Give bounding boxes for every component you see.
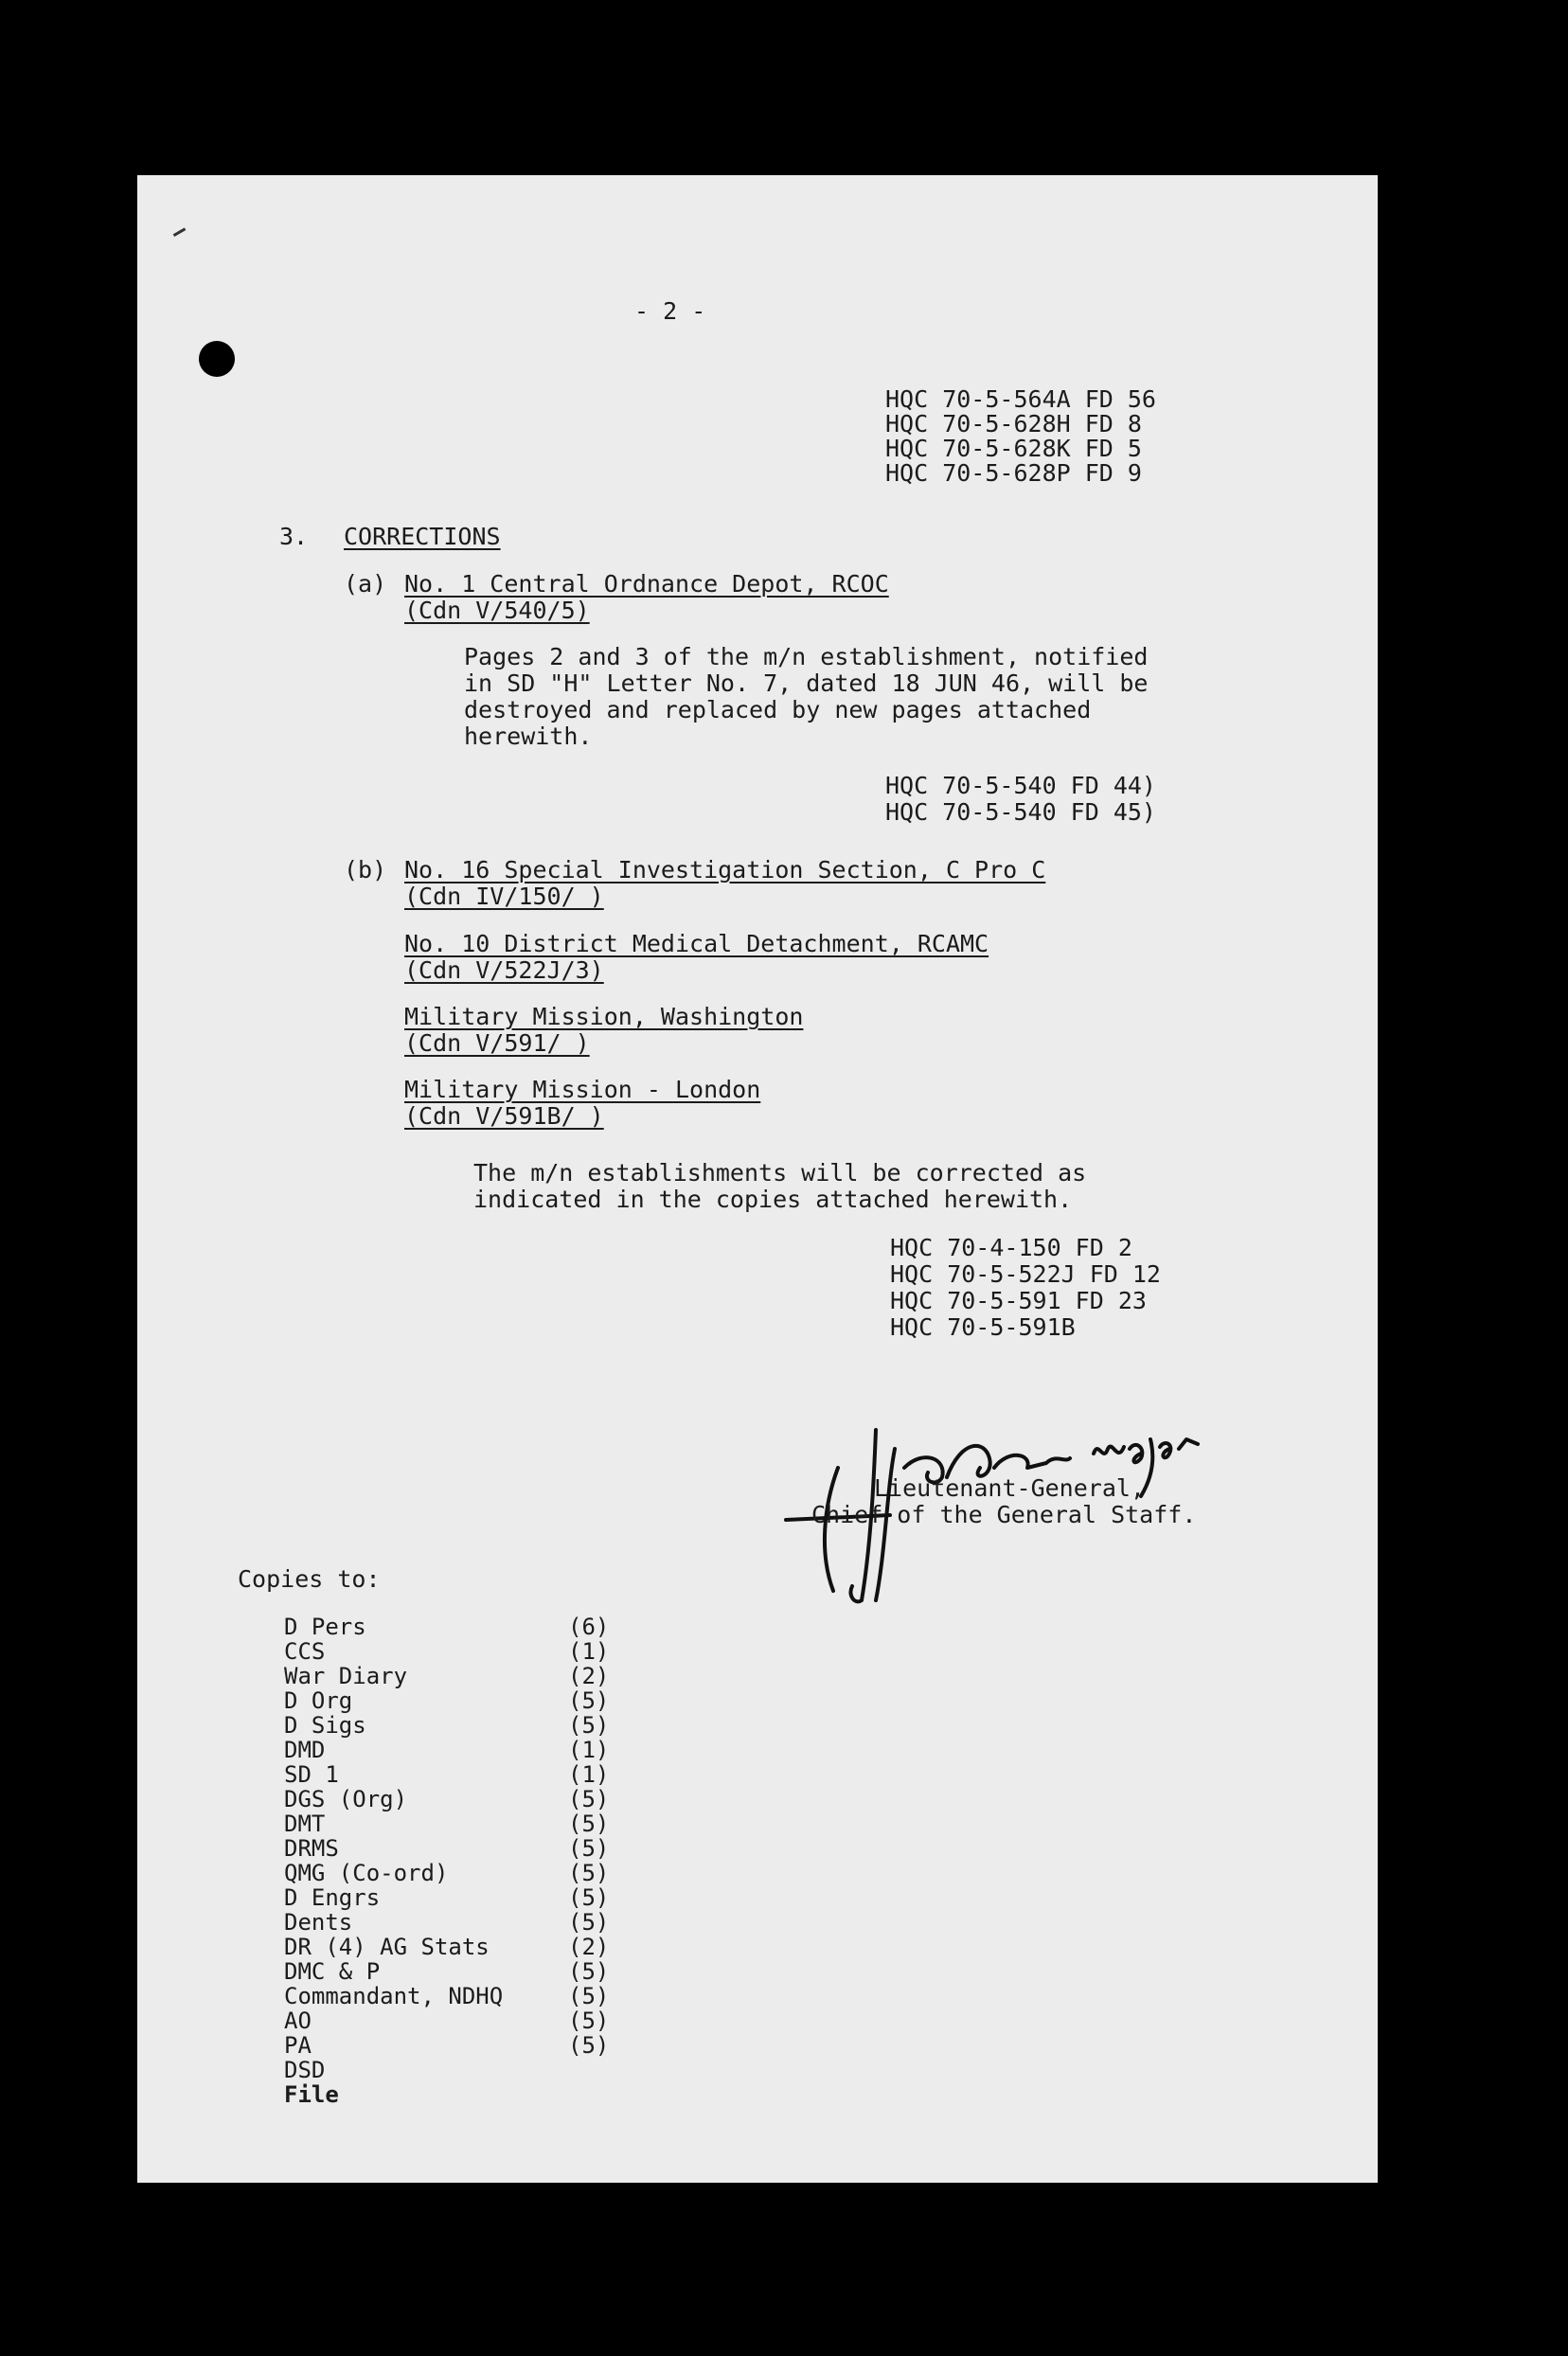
reference: HQC 70-5-540 FD 44) (885, 772, 1156, 799)
copy-recipient: CCS (284, 1638, 326, 1665)
copy-count: (1) (568, 1737, 610, 1763)
copy-recipient: DSD (284, 2057, 326, 2083)
reference: HQC 70-5-591 FD 23 (890, 1287, 1147, 1314)
copy-count: (2) (568, 1934, 610, 1960)
reference: HQC 70-5-591B (890, 1313, 1076, 1341)
copy-count: (5) (568, 1811, 610, 1837)
copy-count: (5) (568, 1958, 610, 1985)
copy-recipient: DMC & P (284, 1958, 381, 1985)
item-a-ref: (Cdn V/540/5) (404, 597, 590, 624)
copies-heading: Copies to: (238, 1565, 381, 1593)
copy-recipient: D Engrs (284, 1884, 381, 1911)
copy-recipient: D Sigs (284, 1712, 366, 1739)
copy-count: (1) (568, 1761, 610, 1788)
copy-count: (5) (568, 1909, 610, 1936)
reference: HQC 70-5-628P FD 9 (885, 459, 1142, 487)
copy-recipient: D Org (284, 1687, 353, 1714)
copy-recipient: DGS (Org) (284, 1786, 408, 1812)
item-b-unit: Military Mission - London (404, 1076, 761, 1103)
punch-hole (199, 341, 235, 377)
copy-count: (6) (568, 1614, 610, 1640)
copy-recipient: Commandant, NDHQ (284, 1983, 504, 2009)
copy-recipient: War Diary (284, 1663, 408, 1689)
item-b-ref: (Cdn V/591/ ) (404, 1029, 590, 1057)
page-number: - 2 - (634, 297, 706, 325)
item-b-label: (b) (344, 856, 387, 884)
copy-count: (5) (568, 1983, 610, 2009)
reference: HQC 70-5-564A FD 56 (885, 385, 1156, 413)
copy-count: (5) (568, 1860, 610, 1886)
copy-recipient: DR (4) AG Stats (284, 1934, 490, 1960)
reference: HQC 70-5-628H FD 8 (885, 410, 1142, 437)
body-line: Pages 2 and 3 of the m/n establishment, notified (464, 643, 1149, 670)
copy-count: (5) (568, 1687, 610, 1714)
copy-recipient: QMG (Co-ord) (284, 1860, 449, 1886)
item-b-ref: (Cdn V/522J/3) (404, 956, 604, 984)
item-b-unit: No. 10 District Medical Detachment, RCAMC (404, 930, 989, 957)
copy-count: (1) (568, 1638, 610, 1665)
reference: HQC 70-5-540 FD 45) (885, 798, 1156, 826)
copy-count: (5) (568, 2032, 610, 2059)
pen-mark (173, 227, 191, 244)
copy-count: (5) (568, 2008, 610, 2034)
reference: HQC 70-5-522J FD 12 (890, 1260, 1161, 1288)
item-b-ref: (Cdn V/591B/ ) (404, 1102, 604, 1130)
copy-count: (5) (568, 1712, 610, 1739)
section-number: 3. (279, 523, 309, 550)
copy-count: (5) (568, 1884, 610, 1911)
copy-recipient: DMT (284, 1811, 326, 1837)
copy-count: (5) (568, 1835, 610, 1862)
copy-recipient: DMD (284, 1737, 326, 1763)
section-title: CORRECTIONS (344, 523, 501, 550)
item-b-unit: Military Mission, Washington (404, 1003, 804, 1030)
copy-recipient: File (284, 2081, 339, 2108)
reference: HQC 70-5-628K FD 5 (885, 435, 1142, 462)
document-page (137, 175, 1378, 2183)
signature-title-2: Chief of the General Staff. (811, 1501, 1197, 1528)
item-a-unit: No. 1 Central Ordnance Depot, RCOC (404, 570, 889, 598)
copy-recipient: D Pers (284, 1614, 366, 1640)
copy-recipient: PA (284, 2032, 312, 2059)
body-line: indicated in the copies attached herewith. (473, 1186, 1073, 1213)
copy-count: (2) (568, 1663, 610, 1689)
copy-recipient: Dents (284, 1909, 353, 1936)
reference: HQC 70-4-150 FD 2 (890, 1234, 1132, 1261)
body-line: The m/n establishments will be corrected as (473, 1159, 1087, 1187)
body-line: destroyed and replaced by new pages attached (464, 696, 1092, 723)
copy-recipient: DRMS (284, 1835, 339, 1862)
item-a-label: (a) (344, 570, 387, 598)
copy-recipient: AO (284, 2008, 312, 2034)
body-line: herewith. (464, 723, 593, 750)
item-b-ref: (Cdn IV/150/ ) (404, 883, 604, 910)
signature-title-1: Lieutenant-General, (874, 1474, 1145, 1502)
item-b-unit: No. 16 Special Investigation Section, C Pro C (404, 856, 1046, 884)
copy-count: (5) (568, 1786, 610, 1812)
body-line: in SD "H" Letter No. 7, dated 18 JUN 46, will be (464, 669, 1149, 697)
copy-recipient: SD 1 (284, 1761, 339, 1788)
